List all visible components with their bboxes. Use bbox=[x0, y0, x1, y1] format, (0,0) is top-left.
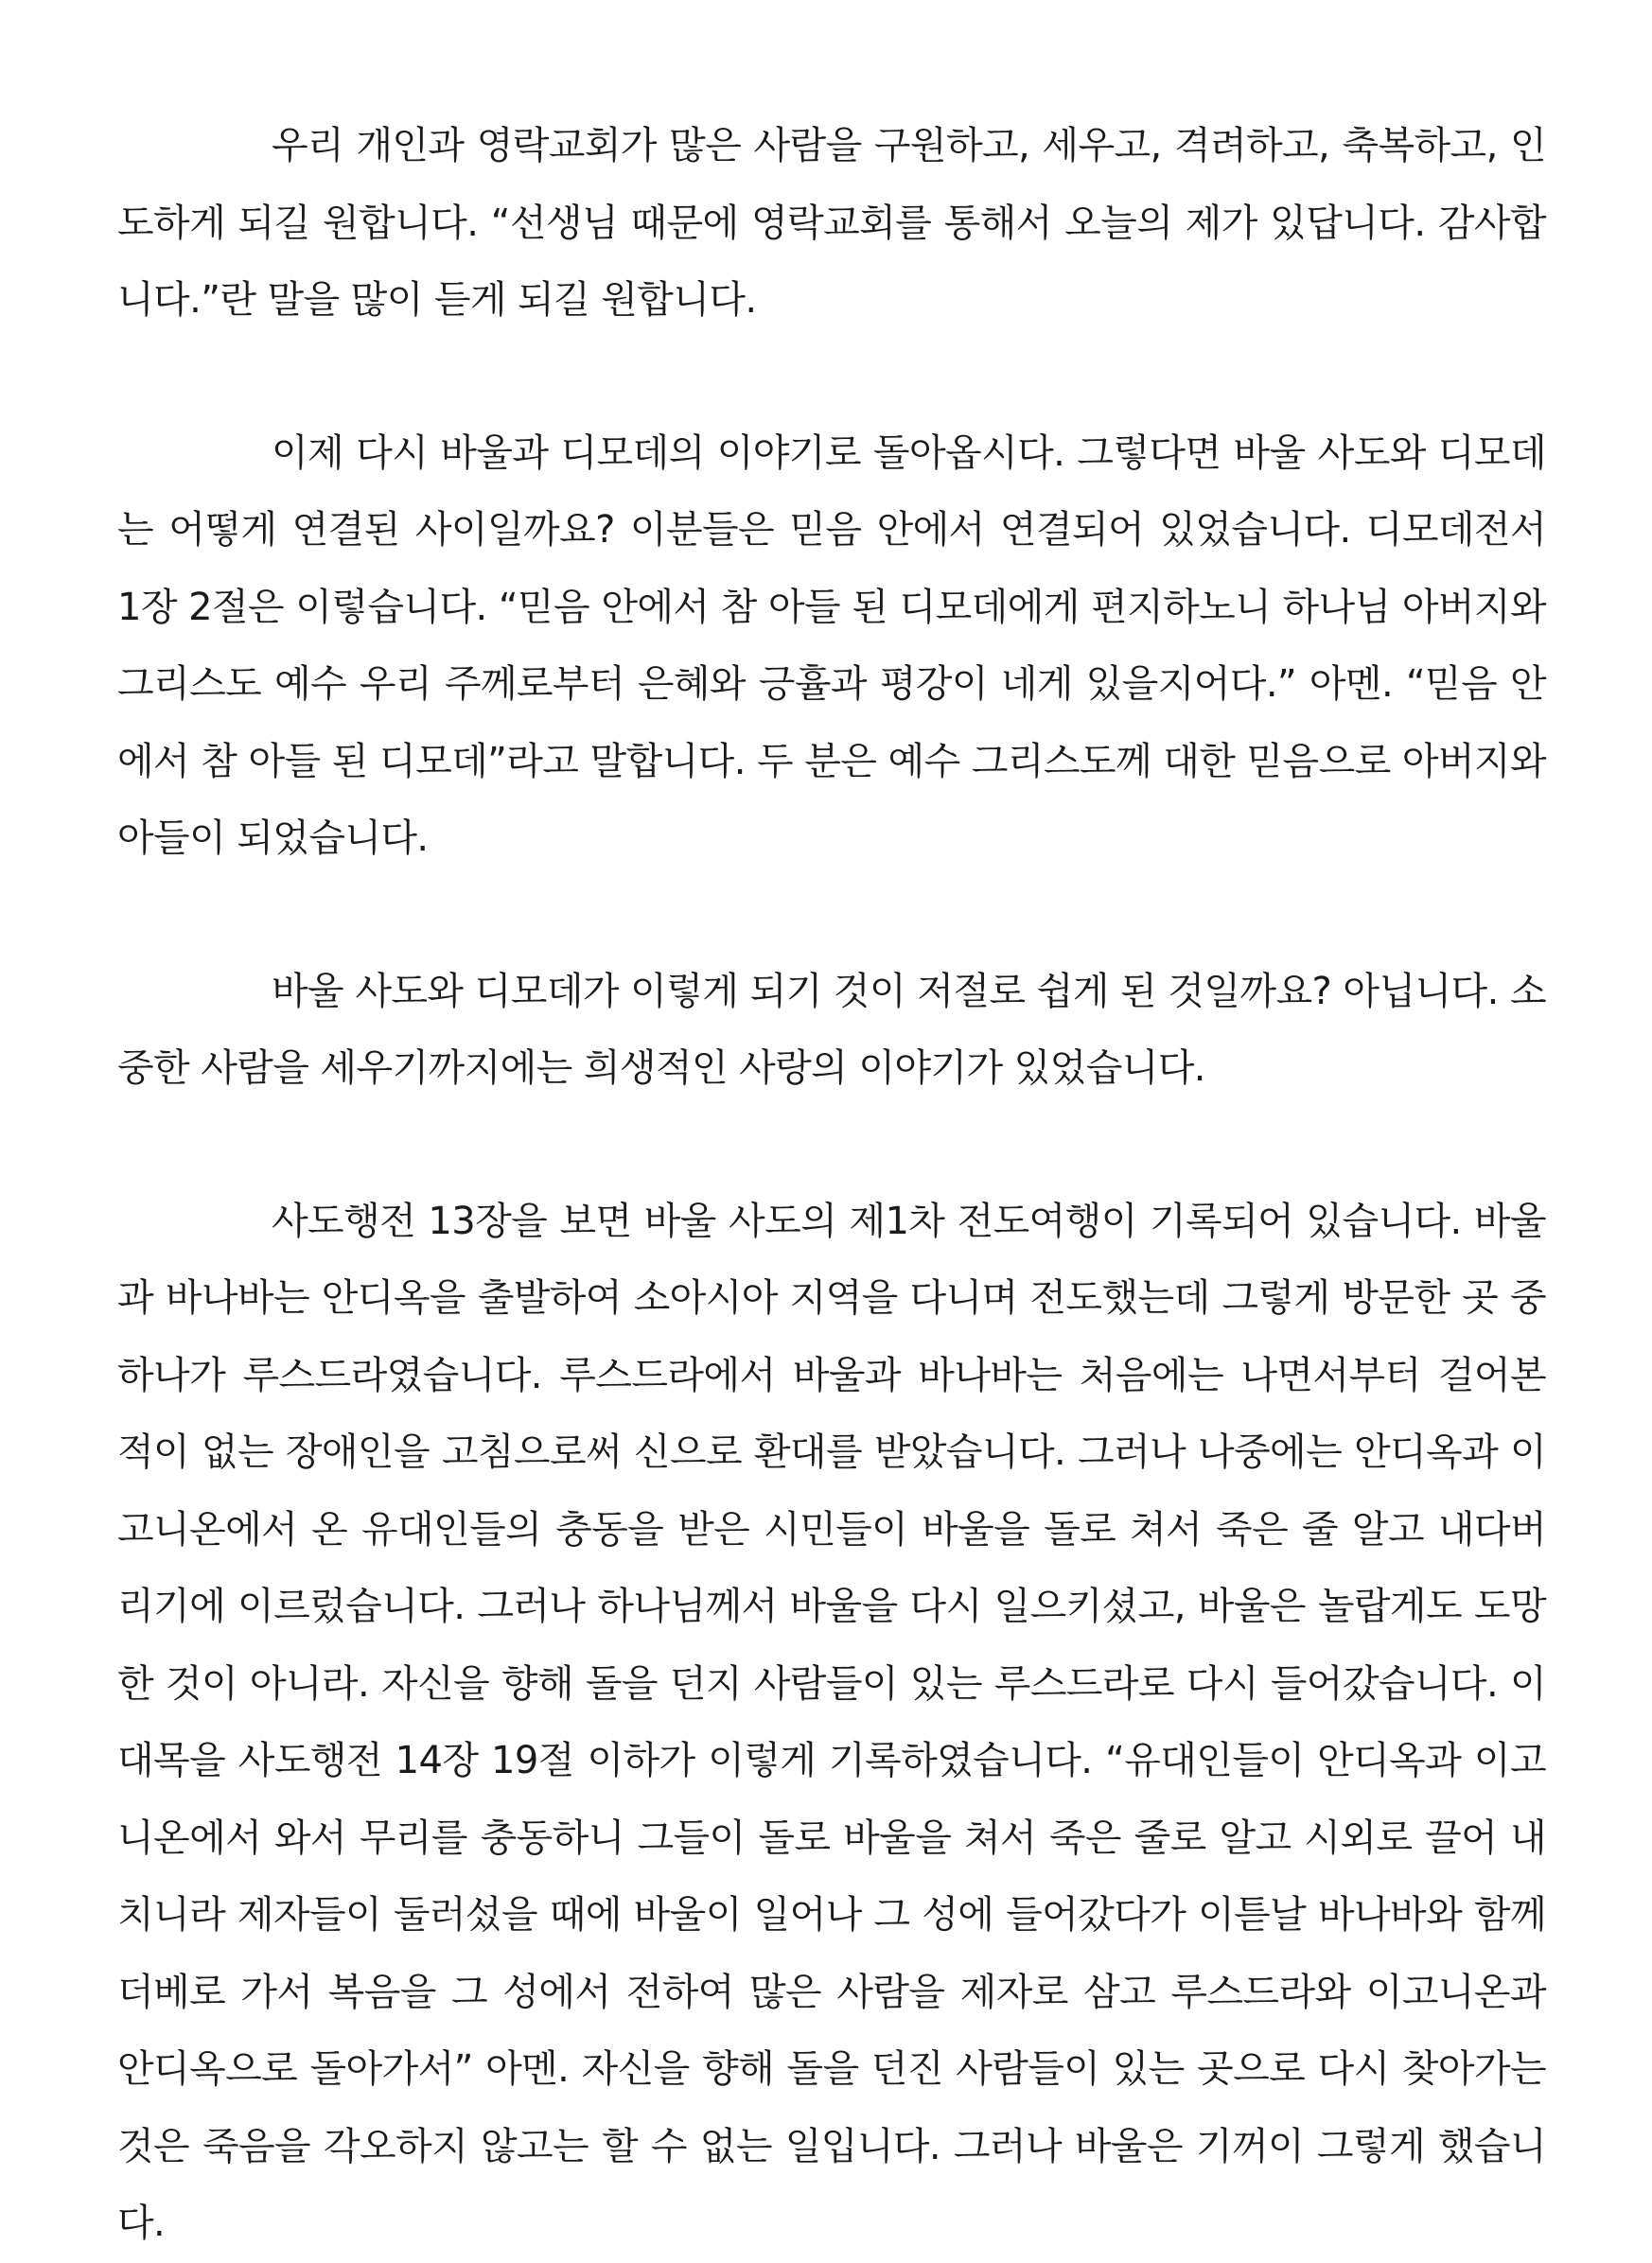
paragraph-3: 바울 사도와 디모데가 이렇게 되기 것이 저절로 쉽게 된 것일까요? 아닙니다. 소중한 사람을 세우기까지에는 희생적인 사랑의 이야기가 있었습니다. bbox=[117, 969, 1546, 1090]
document-page bbox=[117, 108, 1546, 2263]
paragraph-2: 이제 다시 바울과 디모데의 이야기로 돌아옵시다. 그렇다면 바울 사도와 디모데는 어떻게 연결된 사이일까요? 이분들은 믿음 안에서 연결되어 있었습니다. 디모데전서 1장 2절은 이렇습니다. “믿음 안에서 참 아들 된 디모데에게 편지하노니 하나님 아버지와 그리스도 예수 우리 주께로부터 은혜와 긍휼과 평강이 네게 있을지어다.” 아멘. “믿음 안에서 참 아들 된 디모데”라고 말합니다. 두 분은 예수 그리스도께 대한 믿음으로 아버지와 아들이 되었습니다. bbox=[117, 430, 1546, 860]
paragraph-4: 사도행전 13장을 보면 바울 사도의 제1차 전도여행이 기록되어 있습니다. 바울과 바나바는 안디옥을 출발하여 소아시아 지역을 다니며 전도했는데 그렇게 방문한 곳 중 하나가 루스드라였습니다. 루스드라에서 바울과 바나바는 처음에는 나면서부터 걸어본 적이 없는 장애인을 고침으로써 신으로 환대를 받았습니다. 그러나 나중에는 안디옥과 이고니온에서 온 유대인들의 충동을 받은 시민들이 바울을 돌로 쳐서 죽은 줄 알고 내다버리기에 이르렀습니다. 그러나 하나님께서 바울을 다시 일으키셨고, 바울은 놀랍게도 도망한 것이 아니라. 자신을 향해 돌을 던지 사람들이 있는 루스드라로 다시 들어갔습니다. 이 대목을 사도행전 14장 19절 이하가 이렇게 기록하였습니다. “유대인들이 안디옥과 이고니온에서 와서 무리를 충동하니 그들이 돌로 바울을 쳐서 죽은 줄로 알고 시외로 끌어 내치니라 제자들이 둘러섰을 때에 바울이 일어나 그 성에 들어갔다가 이튿날 바나바와 함께 더베로 가서 복음을 그 성에서 전하여 많은 사람을 제자로 삼고 루스드라와 이고니온과 안디옥으로 돌아가서” 아멘. 자신을 향해 돌을 던진 사람들이 있는 곳으로 다시 찾아가는 것은 죽음을 각오하지 않고는 할 수 없는 일입니다. 그러나 바울은 기꺼이 그렇게 했습니다. bbox=[117, 1199, 1546, 2245]
paragraph-1: 우리 개인과 영락교회가 많은 사람을 구원하고, 세우고, 격려하고, 축복하고, 인도하게 되길 원합니다. “선생님 때문에 영락교회를 통해서 오늘의 제가 있답니다. 감사합니다.”란 말을 많이 듣게 되길 원합니다. bbox=[117, 124, 1546, 322]
